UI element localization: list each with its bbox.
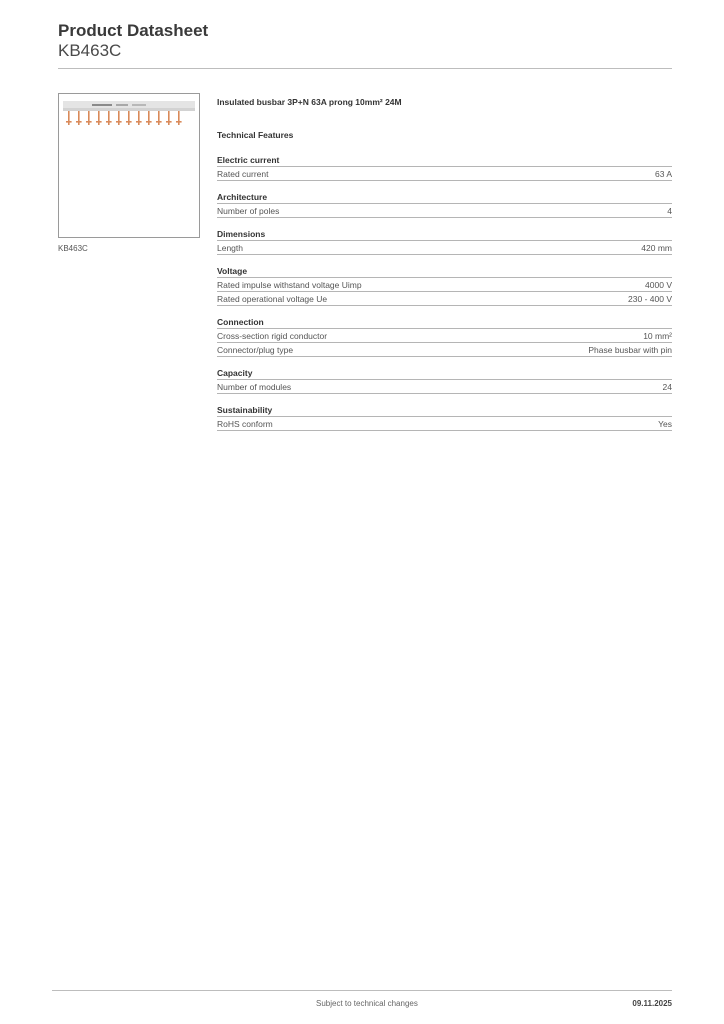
spec-value: 4000 V [645, 280, 672, 290]
spec-value: Phase busbar with pin [588, 345, 672, 355]
group-title: Dimensions [217, 228, 672, 241]
product-name: Insulated busbar 3P+N 63A prong 10mm² 24M [217, 97, 402, 107]
image-caption: KB463C [58, 244, 88, 253]
spec-value: 10 mm² [643, 331, 672, 341]
spec-row [217, 343, 672, 357]
spec-row [217, 329, 672, 343]
spec-value: 24 [662, 382, 672, 392]
header-divider [58, 68, 672, 69]
spec-label: Rated operational voltage Ue [217, 294, 328, 304]
spec-value: 4 [667, 206, 672, 216]
group-electric-current [217, 154, 672, 181]
group-title: Connection [217, 316, 672, 329]
spec-row [217, 417, 672, 431]
spec-row [217, 241, 672, 255]
spec-label: Rated impulse withstand voltage Uimp [217, 280, 362, 290]
spec-label: Number of poles [217, 206, 280, 216]
spec-value: 420 mm [641, 243, 672, 253]
group-architecture [217, 191, 672, 218]
group-title: Electric current [217, 154, 672, 167]
group-dimensions [217, 228, 672, 255]
spec-row [217, 278, 672, 292]
feature-groups [217, 154, 672, 431]
busbar-product-photo-icon [59, 94, 199, 237]
technical-content [217, 96, 672, 441]
spec-row [217, 380, 672, 394]
group-voltage [217, 265, 672, 306]
features-heading: Technical Features [217, 130, 294, 140]
spec-value: Yes [658, 419, 672, 429]
spec-row [217, 292, 672, 306]
group-connection [217, 316, 672, 357]
spec-value: 230 - 400 V [628, 294, 672, 304]
spec-row [217, 167, 672, 181]
spec-label: RoHS conform [217, 419, 273, 429]
group-sustainability [217, 404, 672, 431]
group-capacity [217, 367, 672, 394]
footer-divider [52, 990, 672, 991]
footer-date: 09.11.2025 [632, 999, 672, 1008]
group-title: Sustainability [217, 404, 672, 417]
spec-value: 63 A [654, 169, 672, 179]
product-code: KB463C [58, 41, 122, 60]
spec-label: Number of modules [217, 382, 292, 392]
document-title: Product Datasheet [58, 21, 209, 40]
spec-label: Cross-section rigid conductor [217, 331, 328, 341]
group-title: Architecture [217, 191, 672, 204]
group-title: Capacity [217, 367, 672, 380]
footer-note: Subject to technical changes [316, 999, 418, 1008]
spec-label: Length [217, 243, 243, 253]
spec-label: Connector/plug type [217, 345, 294, 355]
group-title: Voltage [217, 265, 672, 278]
page-header [58, 20, 672, 61]
spec-row [217, 204, 672, 218]
spec-label: Rated current [217, 169, 269, 179]
product-image-frame [58, 93, 200, 238]
